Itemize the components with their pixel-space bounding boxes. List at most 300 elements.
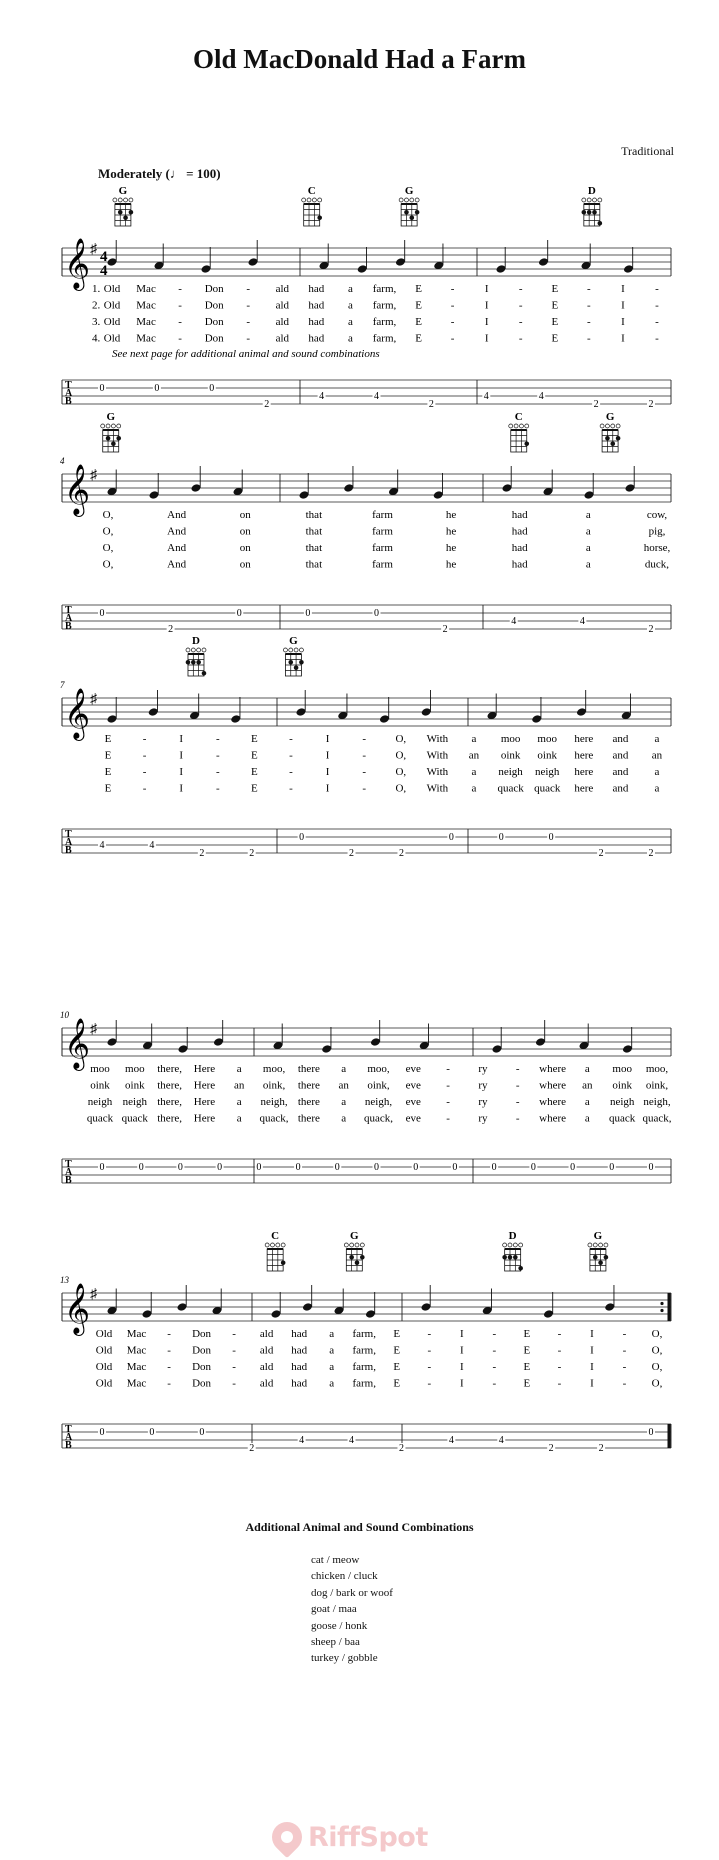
lyric-syllable: a xyxy=(236,1112,242,1125)
lyric-syllable: - xyxy=(289,733,293,745)
lyric-syllable: a xyxy=(347,299,353,312)
lyric-syllable: Here xyxy=(193,1079,216,1092)
lyric-syllable: E xyxy=(251,733,258,745)
lyric-syllable: With xyxy=(426,766,449,778)
lyric-syllable: an xyxy=(651,749,663,762)
tab-fret-number: 4 xyxy=(374,391,379,402)
tab-fret-number: 4 xyxy=(349,1435,355,1446)
lyric-syllable: ald xyxy=(275,332,290,345)
chord-diagram-g xyxy=(600,411,620,452)
lyric-syllable: With xyxy=(426,782,449,795)
chord-name: G xyxy=(118,185,128,197)
tab-fret-number: 0 xyxy=(199,1427,205,1438)
chord-diagram-c xyxy=(509,411,529,452)
lyric-syllable: here xyxy=(574,782,594,795)
tab-fret-number: 0 xyxy=(305,608,311,619)
lyric-syllable: O, xyxy=(395,766,407,778)
lyric-syllable: O, xyxy=(395,749,407,762)
lyric-syllable: quack, xyxy=(363,1112,394,1125)
chord-name: G xyxy=(593,1230,603,1242)
measure-number: 10 xyxy=(60,1010,69,1020)
lyric-syllable: ald xyxy=(275,283,290,295)
lyric-syllable: I xyxy=(590,1361,594,1373)
lyric-syllable: I xyxy=(590,1344,594,1357)
lyric-syllable: - xyxy=(446,1112,450,1125)
lyric-syllable: moo, xyxy=(367,1063,390,1075)
lyric-syllable: - xyxy=(215,733,220,745)
lyric-syllable: - xyxy=(515,1112,520,1125)
tab-fret-number: 4 xyxy=(538,391,544,402)
chord-name: G xyxy=(350,1230,359,1242)
tab-label: T xyxy=(65,1424,72,1435)
lyric-syllable: on xyxy=(239,509,251,521)
lyric-syllable: duck, xyxy=(644,558,670,571)
lyric-syllable: - xyxy=(622,1328,627,1340)
tab-fret-number: 0 xyxy=(609,1162,615,1173)
lyric-syllable: neigh, xyxy=(260,1096,288,1108)
verse-number: 2. xyxy=(92,299,101,312)
lyric-syllable: I xyxy=(621,299,625,312)
lyric-syllable: there, xyxy=(157,1096,182,1108)
tab-fret-number: 2 xyxy=(264,399,270,410)
lyric-syllable: - xyxy=(178,299,182,312)
lyric-syllable: - xyxy=(450,299,455,312)
tempo-value: ♩ = 100 xyxy=(169,166,217,181)
lyric-syllable: - xyxy=(655,299,659,312)
lyric-syllable: - xyxy=(450,316,455,328)
lyric-syllable: E xyxy=(251,749,258,762)
lyric-syllable: - xyxy=(518,332,523,345)
lyric-syllable: had xyxy=(511,542,528,554)
lyric-syllable: there xyxy=(297,1096,320,1108)
verse-number: 3. xyxy=(92,316,101,328)
tab-fret-number: 0 xyxy=(217,1162,223,1173)
tab-fret-number: 4 xyxy=(319,391,325,402)
repeat-dot xyxy=(660,1302,663,1305)
treble-clef-icon: 𝄞 xyxy=(64,689,91,738)
footnote: See next page for additional animal and sound combinations xyxy=(112,348,380,360)
lyric-syllable: there xyxy=(297,1112,320,1125)
lyric-syllable: neigh xyxy=(122,1096,148,1108)
lyric-syllable: a xyxy=(654,782,660,795)
lyric-syllable: - xyxy=(362,782,367,795)
lyric-syllable: farm xyxy=(372,509,393,521)
lyric-syllable: and xyxy=(612,749,629,762)
lyric-syllable: I xyxy=(621,283,625,295)
tab-fret-number: 0 xyxy=(154,383,160,394)
lyric-syllable: Mac xyxy=(136,283,156,295)
lyric-syllable: I xyxy=(179,782,184,795)
tab-label: T xyxy=(65,380,72,391)
tab-fret-number: 0 xyxy=(570,1162,576,1173)
tab-fret-number: 0 xyxy=(99,1162,105,1173)
lyric-syllable: there xyxy=(297,1079,320,1092)
sharp-icon: ♯ xyxy=(90,1022,97,1037)
lyric-syllable: - xyxy=(515,1079,520,1092)
lyric-syllable: a xyxy=(471,782,477,795)
tab-fret-number: 0 xyxy=(299,832,305,843)
lyric-syllable: - xyxy=(622,1344,627,1357)
lyric-syllable: O, xyxy=(102,525,114,538)
lyric-syllable: - xyxy=(492,1361,497,1373)
lyric-syllable: E xyxy=(523,1344,531,1357)
lyric-syllable: - xyxy=(450,283,455,295)
tab-label: T xyxy=(65,1159,72,1170)
lyric-syllable: I xyxy=(484,299,489,312)
lyric-syllable: ald xyxy=(259,1377,274,1390)
tab-fret-number: 0 xyxy=(548,832,554,843)
tab-fret-number: 0 xyxy=(448,832,454,843)
tab-label: B xyxy=(65,1440,72,1451)
lyric-syllable: O, xyxy=(395,782,407,795)
lyric-syllable: - xyxy=(142,782,147,795)
tab-fret-number: 4 xyxy=(149,840,155,851)
tab-fret-number: 0 xyxy=(452,1162,458,1173)
lyric-syllable: a xyxy=(585,525,591,538)
tab-fret-number: 4 xyxy=(99,840,105,851)
lyric-syllable: farm xyxy=(372,542,393,554)
lyric-syllable: neigh xyxy=(498,766,523,778)
lyric-syllable: neigh, xyxy=(364,1096,393,1108)
lyric-syllable: farm, xyxy=(372,332,397,345)
lyric-syllable: - xyxy=(450,332,455,345)
tab-label: T xyxy=(65,605,72,616)
lyric-syllable: Don xyxy=(192,1344,212,1357)
lyric-syllable: moo, xyxy=(262,1063,286,1075)
lyric-syllable: - xyxy=(232,1344,236,1357)
tab-fret-number: 0 xyxy=(374,1162,379,1173)
lyric-syllable: farm, xyxy=(352,1344,376,1357)
song-title: Old MacDonald Had a Farm xyxy=(192,44,526,74)
tab-fret-number: 0 xyxy=(530,1162,536,1173)
lyric-syllable: - xyxy=(142,766,147,778)
lyric-syllable: ald xyxy=(259,1361,274,1373)
chord-diagram-g xyxy=(113,185,133,226)
lyric-syllable: E xyxy=(415,332,422,345)
lyric-syllable: ry xyxy=(478,1063,488,1075)
lyric-syllable: had xyxy=(308,316,325,328)
lyric-syllable: O, xyxy=(395,733,407,745)
lyric-syllable: on xyxy=(239,542,251,554)
tab-fret-number: 4 xyxy=(511,616,517,627)
lyric-syllable: pig, xyxy=(648,525,666,538)
tab-fret-number: 2 xyxy=(199,848,205,859)
lyric-syllable: E xyxy=(251,766,258,778)
tab-fret-number: 0 xyxy=(99,608,105,619)
lyric-syllable: O, xyxy=(102,558,114,571)
lyric-syllable: Don xyxy=(192,1361,212,1373)
logo-text: RiffSpot xyxy=(308,1821,428,1853)
lyric-syllable: - xyxy=(178,283,182,295)
lyric-syllable: E xyxy=(104,782,112,795)
lyric-syllable: that xyxy=(305,542,323,554)
lyric-syllable: - xyxy=(622,1377,627,1390)
tab-fret-number: 0 xyxy=(99,383,105,394)
lyric-syllable: - xyxy=(178,316,182,328)
lyric-syllable: - xyxy=(655,316,659,328)
lyric-syllable: With xyxy=(426,733,449,745)
lyric-syllable: a xyxy=(585,558,591,571)
sharp-icon: ♯ xyxy=(90,242,97,257)
lyric-syllable: And xyxy=(167,509,187,521)
lyric-syllable: - xyxy=(492,1328,497,1340)
chord-diagram-c xyxy=(302,185,322,226)
tab-fret-number: 0 xyxy=(648,1162,654,1173)
sharp-icon: ♯ xyxy=(90,468,97,483)
lyric-syllable: - xyxy=(167,1344,171,1357)
tab-label: B xyxy=(65,845,72,856)
lyric-syllable: I xyxy=(484,332,489,345)
lyric-syllable: a xyxy=(584,1112,590,1125)
lyric-syllable: - xyxy=(215,749,220,762)
lyric-syllable: - xyxy=(515,1063,520,1075)
lyric-syllable: - xyxy=(142,749,147,762)
lyric-syllable: oink xyxy=(537,749,557,762)
chord-name: D xyxy=(192,635,200,647)
treble-clef-icon: 𝄞 xyxy=(64,239,91,288)
lyric-syllable: farm, xyxy=(372,316,397,328)
lyric-syllable: he xyxy=(445,558,457,571)
lyric-syllable: and xyxy=(612,782,629,795)
lyric-syllable: I xyxy=(621,316,625,328)
lyric-syllable: - xyxy=(215,782,220,795)
chord-name: G xyxy=(106,411,116,423)
lyric-syllable: - xyxy=(232,1328,236,1340)
lyric-syllable: a xyxy=(329,1377,335,1390)
tab-label: B xyxy=(65,1175,72,1186)
lyric-syllable: here xyxy=(574,749,594,762)
chord-diagram-g xyxy=(588,1230,608,1271)
tab-fret-number: 0 xyxy=(498,832,504,843)
lyric-syllable: - xyxy=(362,733,367,745)
lyric-syllable: oink xyxy=(125,1079,145,1092)
lyric-syllable: a xyxy=(329,1344,335,1357)
lyric-syllable: E xyxy=(393,1328,401,1340)
lyric-syllable: - xyxy=(215,766,220,778)
lyric-syllable: had xyxy=(308,299,325,312)
lyric-syllable: Mac xyxy=(136,316,156,328)
lyric-syllable: oink xyxy=(90,1079,110,1092)
chord-diagram-g xyxy=(101,411,121,452)
combination-item: goose / honk xyxy=(311,1619,368,1632)
lyric-syllable: I xyxy=(325,733,330,745)
treble-clef-icon: 𝄞 xyxy=(64,1284,91,1333)
tab-fret-number: 2 xyxy=(548,1443,554,1454)
tab-fret-number: 0 xyxy=(413,1162,419,1173)
lyric-syllable: - xyxy=(289,782,293,795)
lyric-syllable: a xyxy=(654,766,660,778)
tab-fret-number: 4 xyxy=(483,391,489,402)
tab-fret-number: 0 xyxy=(648,1427,654,1438)
lyric-syllable: - xyxy=(246,316,251,328)
lyric-syllable: neigh xyxy=(534,766,560,778)
lyric-syllable: Old xyxy=(95,1344,113,1357)
lyric-syllable: farm xyxy=(372,525,393,538)
lyric-syllable: - xyxy=(167,1328,171,1340)
tab-fret-number: 2 xyxy=(349,848,355,859)
lyric-syllable: E xyxy=(393,1344,401,1357)
lyric-syllable: E xyxy=(251,782,258,795)
lyric-syllable: he xyxy=(445,525,457,538)
lyric-syllable: oink, xyxy=(367,1079,390,1092)
lyric-syllable: Old xyxy=(103,316,121,328)
lyric-syllable: - xyxy=(557,1377,562,1390)
chord-name: G xyxy=(404,185,414,197)
lyric-syllable: where xyxy=(539,1096,566,1108)
lyric-syllable: eve xyxy=(405,1096,421,1108)
lyric-syllable: oink xyxy=(612,1079,632,1092)
chord-name: C xyxy=(271,1230,280,1242)
lyric-syllable: farm xyxy=(372,558,393,571)
lyric-syllable: here xyxy=(574,766,594,778)
lyric-syllable: - xyxy=(622,1361,627,1373)
chord-name: D xyxy=(587,185,596,197)
tab-fret-number: 4 xyxy=(579,616,585,627)
chord-diagram-c xyxy=(265,1230,285,1271)
lyric-syllable: Old xyxy=(95,1361,113,1373)
lyric-syllable: O, xyxy=(102,542,114,554)
lyric-syllable: Don xyxy=(192,1377,212,1390)
lyric-syllable: Mac xyxy=(136,332,156,345)
tab-fret-number: 2 xyxy=(598,1443,604,1454)
lyric-syllable: that xyxy=(305,525,323,538)
lyric-syllable: Don xyxy=(204,316,224,328)
lyric-syllable: - xyxy=(557,1344,562,1357)
lyric-syllable: E xyxy=(393,1361,401,1373)
lyric-syllable: I xyxy=(459,1344,464,1357)
lyric-syllable: a xyxy=(347,316,353,328)
chord-diagram-d xyxy=(502,1230,523,1271)
lyric-syllable: Old xyxy=(103,283,121,295)
lyric-syllable: - xyxy=(167,1377,171,1390)
lyric-syllable: had xyxy=(291,1344,308,1357)
lyric-syllable: - xyxy=(232,1377,236,1390)
lyric-syllable: E xyxy=(415,299,422,312)
lyric-syllable: Don xyxy=(204,283,224,295)
lyric-syllable: had xyxy=(511,509,528,521)
lyric-syllable: E xyxy=(523,1377,531,1390)
lyric-syllable: a xyxy=(341,1112,347,1125)
lyric-syllable: quack xyxy=(609,1112,636,1125)
lyric-syllable: had xyxy=(291,1377,308,1390)
tab-fret-number: 2 xyxy=(648,848,654,859)
tab-fret-number: 2 xyxy=(249,848,255,859)
lyric-syllable: he xyxy=(445,509,457,521)
lyric-syllable: I xyxy=(179,733,184,745)
lyric-syllable: - xyxy=(446,1079,450,1092)
lyric-syllable: - xyxy=(178,332,182,345)
tab-fret-number: 0 xyxy=(256,1162,262,1173)
lyric-syllable: - xyxy=(362,749,367,762)
tempo-text: Moderately xyxy=(98,166,163,181)
lyric-syllable: I xyxy=(459,1361,464,1373)
lyric-syllable: I xyxy=(325,766,330,778)
lyric-syllable: - xyxy=(167,1361,171,1373)
lyric-syllable: ry xyxy=(478,1112,488,1125)
measure-number: 13 xyxy=(60,1275,69,1285)
lyric-syllable: moo xyxy=(90,1063,110,1075)
lyric-syllable: I xyxy=(325,749,330,762)
lyric-syllable: - xyxy=(655,332,659,345)
lyric-syllable: a xyxy=(347,283,353,295)
tab-fret-number: 2 xyxy=(398,848,404,859)
lyric-syllable: I xyxy=(459,1377,464,1390)
lyric-syllable: farm, xyxy=(352,1377,376,1390)
lyric-syllable: - xyxy=(427,1328,432,1340)
lyric-syllable: I xyxy=(590,1328,594,1340)
lyric-syllable: And xyxy=(167,542,187,554)
lyric-syllable: - xyxy=(246,332,251,345)
tab-label: A xyxy=(65,388,73,399)
lyric-syllable: moo xyxy=(612,1063,632,1075)
lyric-syllable: ald xyxy=(259,1344,274,1357)
tab-fret-number: 4 xyxy=(448,1435,454,1446)
lyric-syllable: Mac xyxy=(126,1328,147,1340)
tab-fret-number: 2 xyxy=(598,848,604,859)
lyric-syllable: an xyxy=(468,749,480,762)
lyric-syllable: had xyxy=(511,525,528,538)
lyric-syllable: an xyxy=(234,1079,245,1092)
lyric-syllable: ald xyxy=(275,316,290,328)
lyric-syllable: ald xyxy=(259,1328,274,1340)
lyric-syllable: Here xyxy=(193,1112,216,1125)
lyric-syllable: E xyxy=(104,766,112,778)
lyric-syllable: a xyxy=(236,1096,242,1108)
lyric-syllable: - xyxy=(587,316,591,328)
lyric-syllable: - xyxy=(246,283,251,295)
chord-name: C xyxy=(307,185,316,197)
lyric-syllable: a xyxy=(329,1328,335,1340)
lyric-syllable: Old xyxy=(95,1377,113,1390)
lyric-syllable: E xyxy=(393,1377,401,1390)
lyric-syllable: - xyxy=(655,283,659,295)
lyric-syllable: - xyxy=(362,766,367,778)
lyric-syllable: - xyxy=(518,316,523,328)
tab-label: A xyxy=(65,1167,73,1178)
lyric-syllable: I xyxy=(179,766,184,778)
tab-fret-number: 2 xyxy=(168,624,174,635)
lyric-syllable: an xyxy=(582,1079,593,1092)
tab-fret-number: 4 xyxy=(299,1435,305,1446)
lyric-syllable: moo, xyxy=(645,1063,669,1075)
lyric-syllable: - xyxy=(492,1344,497,1357)
lyric-syllable: neigh, xyxy=(643,1096,671,1108)
lyric-syllable: that xyxy=(305,509,323,521)
treble-clef-icon: 𝄞 xyxy=(64,1019,91,1068)
lyric-syllable: ry xyxy=(478,1079,488,1092)
tab-fret-number: 2 xyxy=(593,399,599,410)
lyric-syllable: had xyxy=(308,332,325,345)
lyric-syllable: O, xyxy=(102,509,114,521)
lyric-syllable: And xyxy=(167,558,187,571)
repeat-dot xyxy=(660,1309,663,1312)
lyric-syllable: E xyxy=(551,316,559,328)
lyric-syllable: And xyxy=(167,525,187,538)
lyric-syllable: where xyxy=(539,1112,566,1125)
lyric-syllable: ry xyxy=(478,1096,488,1108)
lyric-syllable: - xyxy=(446,1063,450,1075)
chord-diagram-d xyxy=(582,185,603,226)
tab-fret-number: 4 xyxy=(498,1435,504,1446)
lyric-syllable: I xyxy=(590,1377,594,1390)
lyric-syllable: quack xyxy=(534,782,561,795)
lyric-syllable: - xyxy=(446,1096,450,1108)
tab-fret-number: 2 xyxy=(442,624,448,635)
lyric-syllable: had xyxy=(308,283,325,295)
lyric-syllable: I xyxy=(459,1328,464,1340)
tab-label: A xyxy=(65,613,73,624)
combination-item: turkey / gobble xyxy=(311,1652,378,1665)
